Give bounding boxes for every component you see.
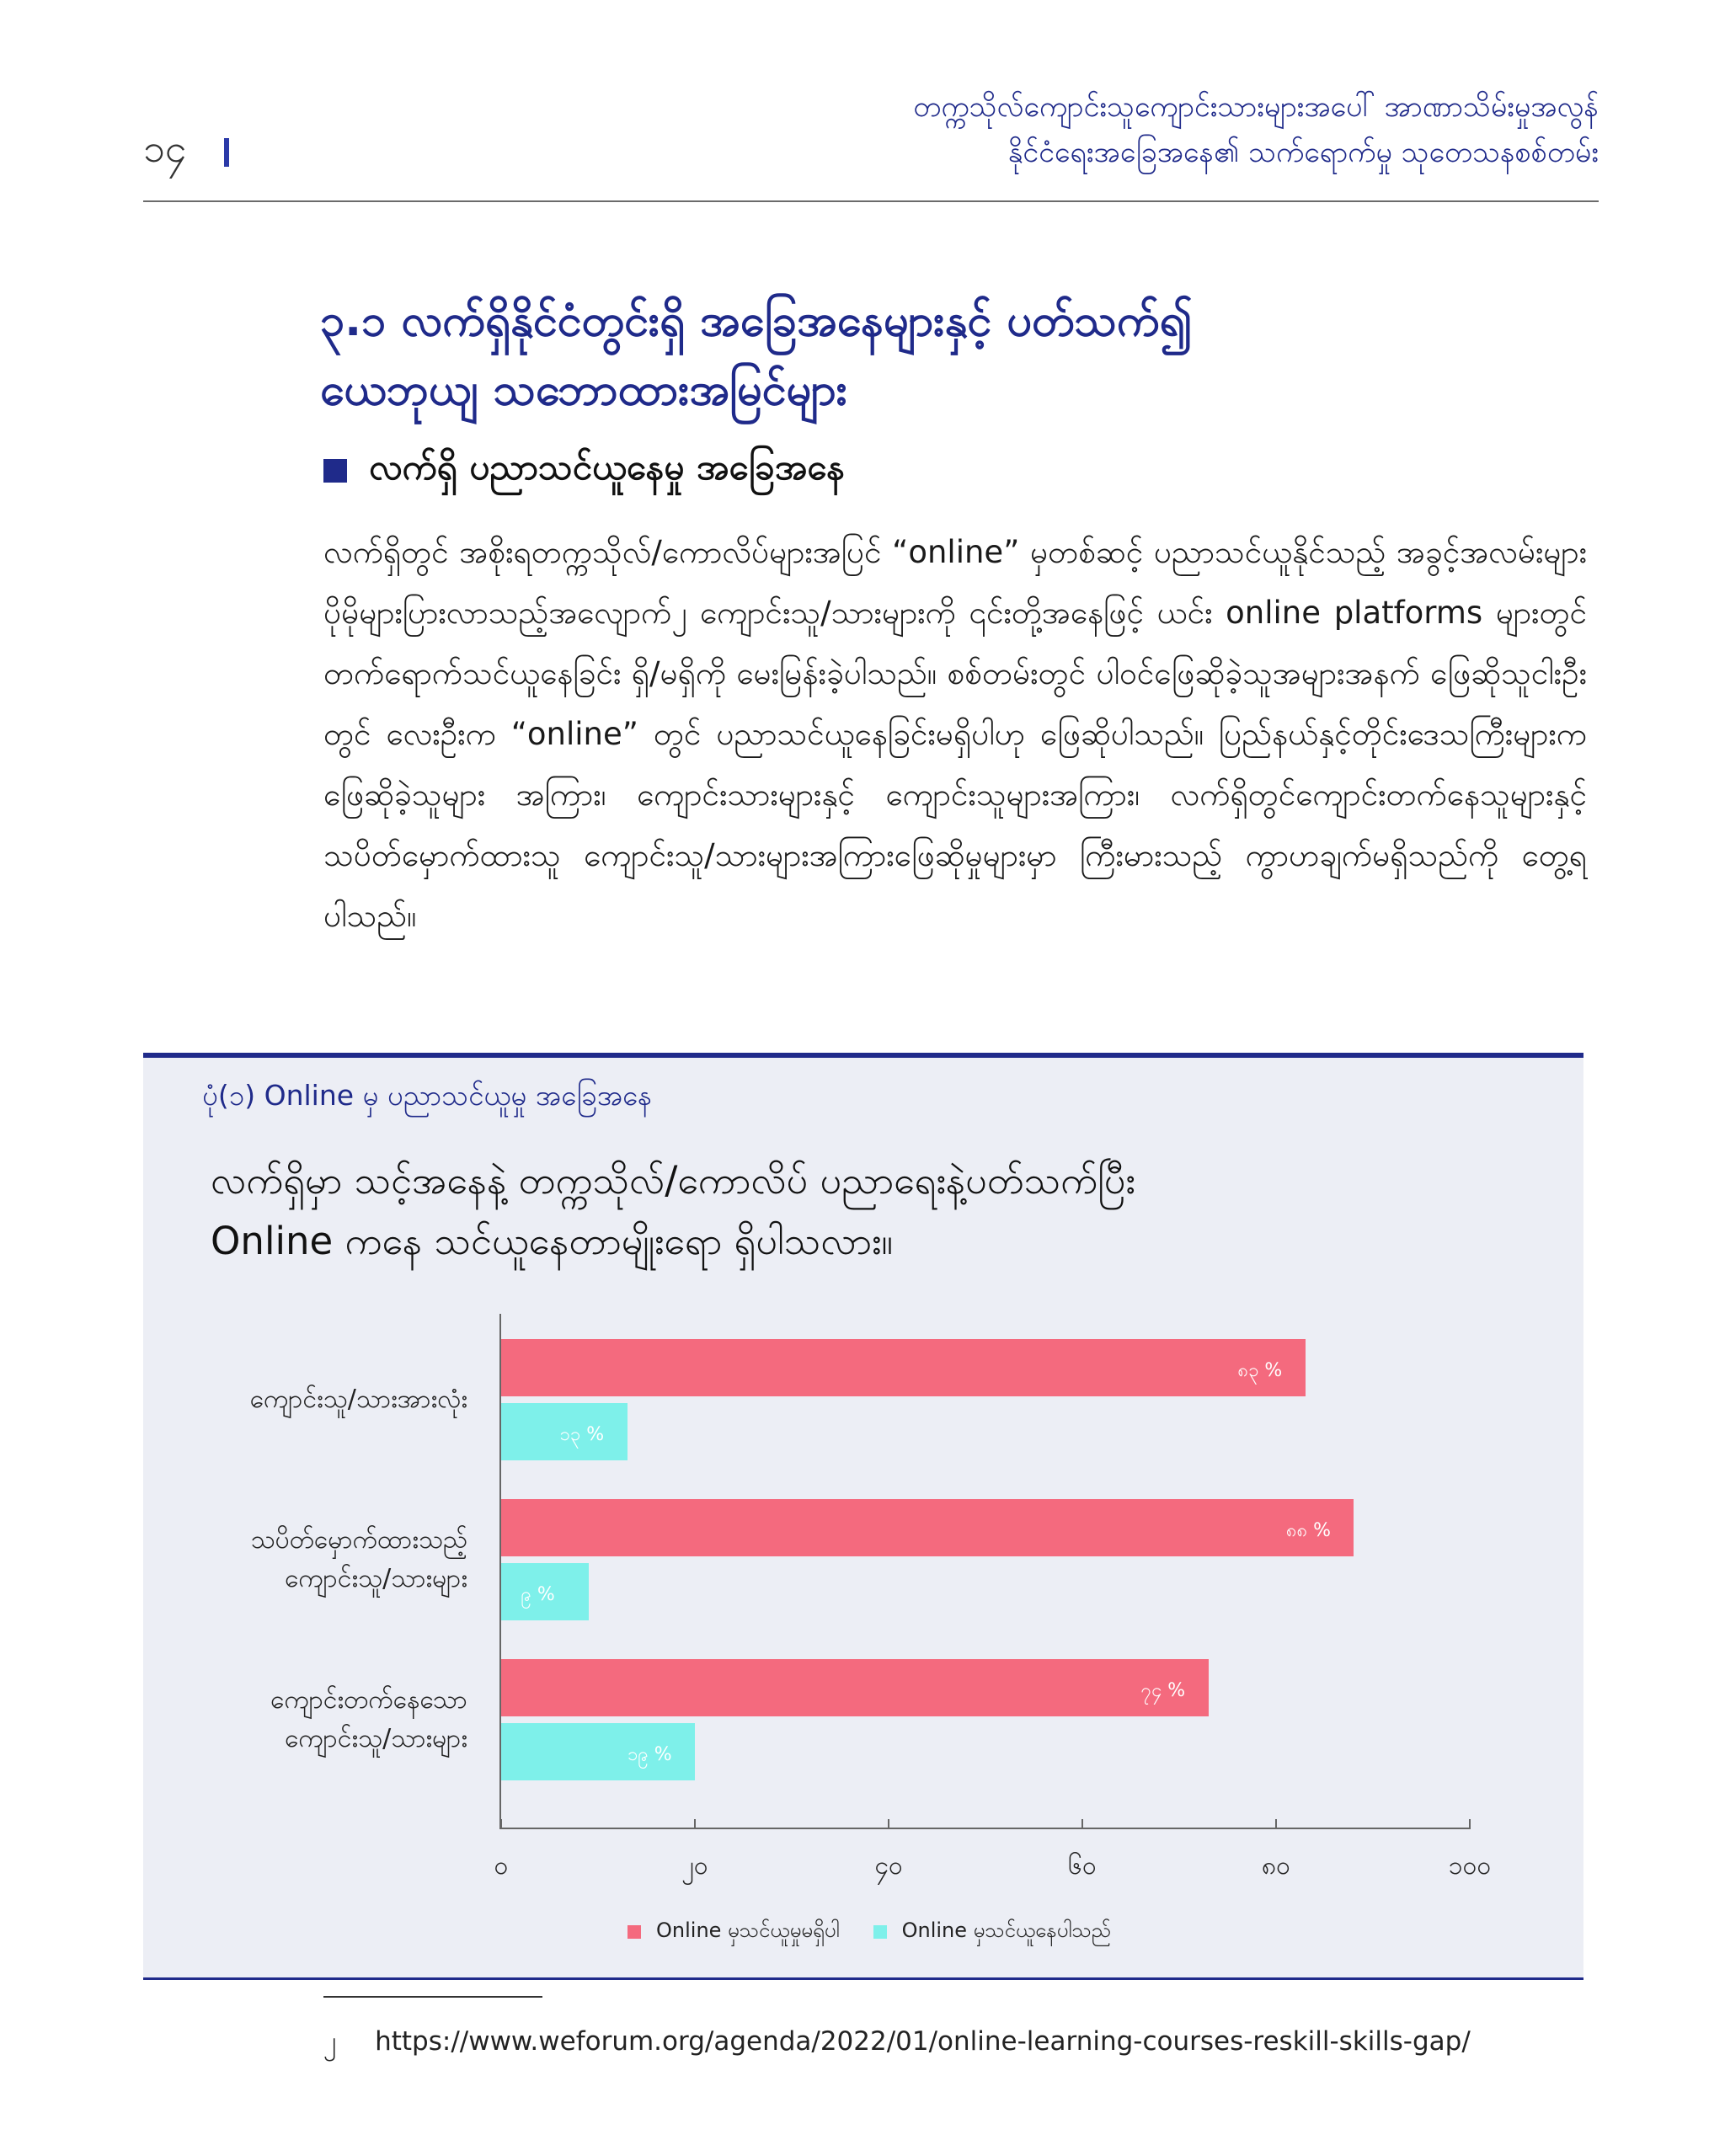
running-header: [504, 84, 1599, 175]
bar-data-label: ၁၉ %: [628, 1744, 672, 1765]
bar-data-label: ၈၃ %: [1237, 1360, 1283, 1381]
y-axis-line: [499, 1314, 501, 1829]
square-bullet-icon: [323, 459, 347, 483]
category-label: [105, 1380, 467, 1419]
legend-swatch-icon: [628, 1925, 641, 1939]
running-header-line2: နိုင်ငံရေးအခြေအနေ၏ သက်ရောက်မှု သုတေသနစစ်တမ်း: [1007, 136, 1599, 169]
legend-label: Online မှသင်ယူနေပါသည်: [901, 1919, 1111, 1942]
legend-label: Online မှသင်ယူမှုမရှိပါ: [656, 1919, 840, 1942]
section-title-line1: ၃.၁ လက်ရှိနိုင်ငံတွင်းရှိ အခြေအနေများနှင့် ပတ်သက်၍: [320, 296, 1193, 346]
x-axis-tick-label: ၂၀: [681, 1851, 708, 1881]
x-axis-tick-label: ၁၀၀: [1448, 1851, 1492, 1881]
section-title-line2: ယေဘုယျ သဘောထားအမြင်များ: [320, 365, 847, 415]
bar-not-learning-online: [501, 1659, 1209, 1716]
x-axis-tick-label: ၀: [494, 1851, 509, 1881]
figure-caption: ပုံ(၁) Online မှ ပညာသင်ယူမှု အခြေအနေ: [202, 1079, 653, 1112]
running-header-line1: တက္ကသိုလ်ကျောင်းသူကျောင်းသားများအပေါ် အာဏာသိမ်းမှုအလွန်: [913, 90, 1599, 124]
legend-item: [628, 1917, 840, 1947]
footnote: [323, 2025, 1471, 2063]
x-axis-tick-label: ၈၀: [1261, 1851, 1290, 1881]
survey-question-line2: Online ကနေ သင်ယူနေတာမျိုးရော ရှိပါသလား။: [211, 1219, 894, 1263]
bar-not-learning-online: [501, 1339, 1306, 1396]
bar-not-learning-online: [501, 1499, 1354, 1556]
chart-legend: [628, 1917, 1145, 1947]
category-label-line: သပိတ်မှောက်ထားသည့်: [250, 1525, 467, 1555]
legend-swatch-icon: [873, 1925, 887, 1939]
x-axis-tick-label: ၆၀: [1068, 1851, 1097, 1881]
bar-data-label: ၉ %: [521, 1584, 555, 1605]
page-number: ၁၄: [143, 125, 187, 171]
subheading-text: လက်ရှိ ပညာသင်ယူနေမှု အခြေအနေ: [369, 446, 845, 488]
body-paragraph: လက်ရှိတွင် အစိုးရတက္ကသိုလ်/ကောလိပ်များအပြင် “online” မှတစ်ဆင့် ပညာသင်ယူနိုင်သည့် အခွင့်အလမ်းများ ပိုမိုများပြားလာသည့်အလျောက်၂ ကျောင်းသူ/သားများကို ၎င်းတို့အနေဖြင့် ယင်း online platforms များတွင် တက်ရောက်သင်ယူနေခြင်း ရှိ/မရှိကို မေးမြန်းခဲ့ပါသည်။ စစ်တမ်းတွင် ပါဝင်ဖြေဆိုခဲ့သူအများအနက် ဖြေဆိုသူငါးဦးတွင် လေးဦးက “online” တွင် ပညာသင်ယူနေခြင်းမရှိပါဟု ဖြေဆိုပါသည်။ ပြည်နယ်နှင့်တိုင်းဒေသကြီးများက ဖြေဆိုခဲ့သူများ အကြား၊ ကျောင်းသားများနှင့် ကျောင်းသူများအကြား၊ လက်ရှိတွင်ကျောင်းတက်နေသူများနှင့် သပိတ်မှောက်ထားသူ ကျောင်းသူ/သားများအကြားဖြေဆိုမှုများမှာ ကြီးမားသည့် ကွာဟချက်မရှိသည်ကို တွေ့ရပါသည်။: [323, 534, 1587, 934]
subheading: [323, 445, 845, 497]
survey-question-line1: လက်ရှိမှာ သင့်အနေနဲ့ တက္ကသိုလ်/ကောလိပ် ပညာရေးနဲ့ပတ်သက်ပြီး: [211, 1158, 1135, 1203]
category-label-line: ကျောင်းတက်နေသော: [270, 1685, 467, 1715]
category-label-line: ကျောင်းသူ/သားအားလုံး: [249, 1385, 467, 1414]
survey-question: [211, 1150, 1474, 1272]
footnote-url[interactable]: https://www.weforum.org/agenda/2022/01/online-learning-courses-reskill-skills-gap/: [375, 2026, 1471, 2057]
bar-data-label: ၇၄ %: [1140, 1680, 1186, 1701]
category-label-line: ကျောင်းသူ/သားများ: [285, 1564, 467, 1593]
footnote-number: ၂: [323, 2026, 337, 2057]
x-axis-line: [499, 1828, 1470, 1829]
header-rule: [143, 200, 1599, 202]
x-axis-tick-label: ၄၀: [874, 1851, 903, 1881]
bar-data-label: ၁၃ %: [559, 1424, 605, 1445]
category-label: [105, 1681, 467, 1758]
bar-data-label: ၈၈ %: [1286, 1520, 1332, 1541]
category-label: [105, 1521, 467, 1598]
legend-item: [873, 1917, 1111, 1947]
section-title: [320, 286, 1415, 424]
category-label-line: ကျောင်းသူ/သားများ: [285, 1724, 467, 1753]
footnote-rule: [323, 1996, 542, 1998]
page-number-divider: [224, 138, 229, 167]
